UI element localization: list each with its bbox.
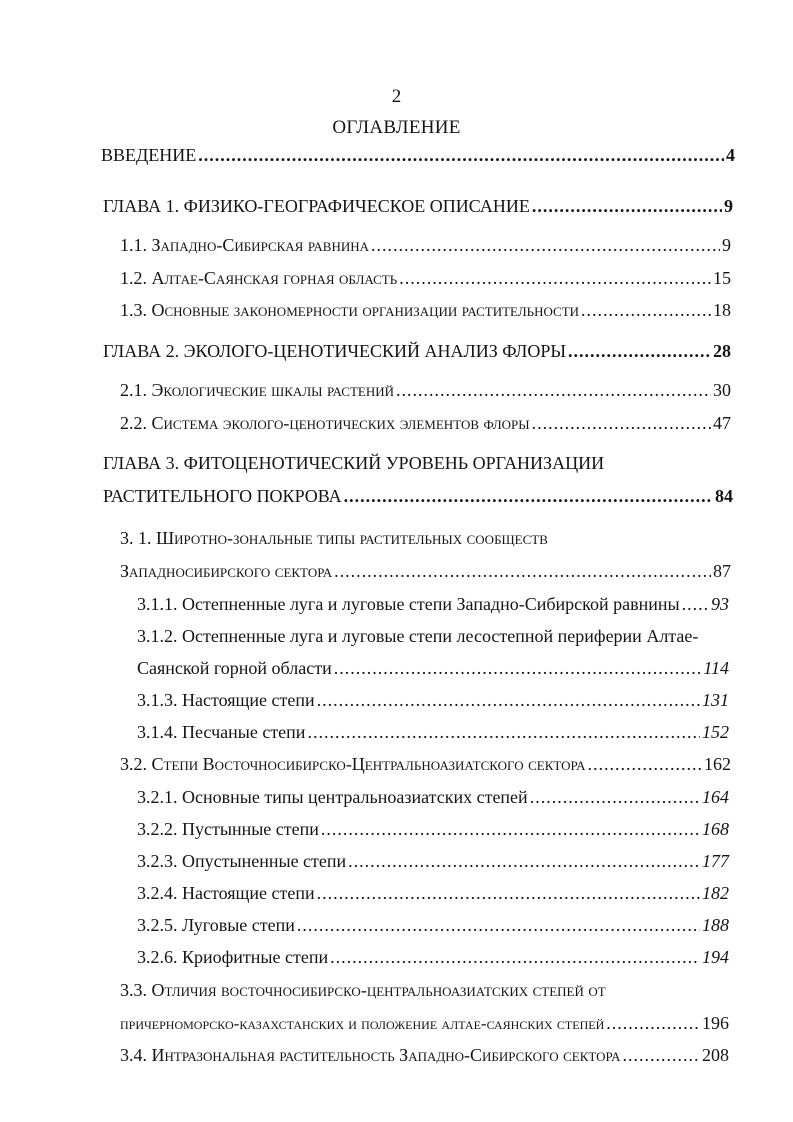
toc-entry-label: Западносибирского сектора [120, 561, 333, 581]
toc-entry-label: 3.1.3. Настоящие степи [137, 690, 315, 710]
toc-entry-introduction[interactable] [101, 145, 735, 169]
toc-entry-3-1-1[interactable] [137, 594, 729, 618]
toc-entry-page: 196 [702, 1013, 729, 1033]
toc-entry-2-2[interactable] [120, 413, 731, 437]
page-number: 2 [391, 86, 402, 107]
toc-leader-dots [371, 235, 720, 256]
toc-entry-page: 30 [713, 380, 731, 400]
toc-leader-dots [344, 486, 713, 507]
toc-entry-1-3[interactable] [120, 300, 731, 324]
toc-entry-label: 3.2.3. Опустыненные степи [137, 851, 347, 871]
toc-title: ОГЛАВЛЕНИЕ [332, 117, 461, 138]
toc-entry-page: 177 [702, 851, 729, 871]
toc-entry-page: 131 [702, 690, 729, 710]
toc-entry-label: 3.2.6. Криофитные степи [137, 947, 329, 967]
toc-entry-1-2[interactable] [120, 268, 731, 292]
toc-entry-page: 9 [722, 235, 731, 255]
toc-entry-chapter-3-line1[interactable]: ГЛАВА 3. ФИТОЦЕНОТИЧЕСКИЙ УРОВЕНЬ ОРГАНИЗАЦИИ [103, 453, 605, 473]
toc-entry-label: 3.2. Степи Восточносибирско-Центральноазиатского сектора [120, 754, 586, 774]
toc-leader-dots [317, 883, 700, 904]
toc-entry-label: 1.1. Западно-Сибирская равнина [120, 235, 370, 255]
toc-entry-page: 208 [702, 1045, 729, 1065]
toc-entry-page: 9 [724, 196, 733, 216]
toc-entry-label: 3.1.4. Песчаные степи [137, 722, 306, 742]
toc-entry-3-3-line1[interactable]: 3.3. Отличия восточносибирско-центральноазиатских степей от [120, 980, 606, 1000]
toc-entry-page: 152 [702, 722, 729, 742]
toc-entry-3-3[interactable] [120, 1013, 729, 1037]
toc-leader-dots [568, 341, 711, 362]
toc-leader-dots [334, 658, 702, 679]
toc-entry-chapter-3[interactable] [103, 486, 733, 510]
toc-entry-page: 87 [713, 561, 731, 581]
toc-leader-dots [606, 1013, 700, 1034]
toc-entry-2-1[interactable] [120, 380, 731, 404]
toc-leader-dots [682, 594, 709, 615]
toc-entry-label: 3.2.4. Настоящие степи [137, 883, 315, 903]
toc-entry-1-1[interactable] [120, 235, 731, 259]
toc-entry-chapter-2[interactable] [103, 341, 731, 365]
toc-entry-label: 3.2.5. Луговые степи [137, 915, 295, 935]
toc-entry-3-2-3[interactable] [137, 851, 729, 875]
toc-leader-dots [348, 851, 700, 872]
toc-leader-dots [297, 915, 700, 936]
toc-entry-label: 3.1.1. Остепненные луга и луговые степи Западно-Сибирской равнины [137, 594, 680, 614]
toc-entry-label: ГЛАВА 2. ЭКОЛОГО-ЦЕНОТИЧЕСКИЙ АНАЛИЗ ФЛОРЫ [103, 341, 567, 361]
toc-entry-page: 164 [702, 787, 729, 807]
toc-entry-3-1[interactable] [120, 561, 731, 585]
toc-leader-dots [532, 196, 722, 217]
toc-entry-3-2-1[interactable] [137, 787, 729, 811]
toc-entry-label: РАСТИТЕЛЬНОГО ПОКРОВА [103, 486, 342, 506]
toc-leader-dots [399, 268, 711, 289]
toc-leader-dots [532, 413, 711, 434]
toc-entry-3-2[interactable] [120, 754, 731, 778]
toc-leader-dots [330, 947, 700, 968]
toc-leader-dots [334, 561, 711, 582]
toc-entry-label: ГЛАВА 1. ФИЗИКО-ГЕОГРАФИЧЕСКОЕ ОПИСАНИЕ [103, 196, 530, 216]
toc-entry-3-2-4[interactable] [137, 883, 729, 907]
toc-entry-label: ВВЕДЕНИЕ [101, 145, 197, 165]
toc-entry-label: Саянской горной области [137, 658, 332, 678]
toc-leader-dots [307, 722, 700, 743]
toc-entry-label: 1.3. Основные закономерности организации растительности [120, 300, 580, 320]
toc-entry-3-1-2-line1[interactable]: 3.1.2. Остепненные луга и луговые степи лесостепной периферии Алтае- [137, 626, 699, 646]
toc-entry-label: 2.2. Система эколого-ценотических элементов флоры [120, 413, 530, 433]
toc-entry-page: 15 [713, 268, 731, 288]
toc-leader-dots [623, 1045, 700, 1066]
toc-entry-3-2-5[interactable] [137, 915, 729, 939]
toc-leader-dots [321, 819, 700, 840]
toc-entry-3-1-line1[interactable]: 3. 1. Широтно-зональные типы растительных сообществ [120, 528, 548, 548]
toc-entry-page: 188 [702, 915, 729, 935]
toc-leader-dots [530, 787, 700, 808]
toc-entry-page: 168 [702, 819, 729, 839]
toc-entry-page: 194 [702, 947, 729, 967]
toc-entry-label: причерноморско-казахстанских и положение алтае-саянских степей [120, 1014, 605, 1033]
toc-entry-chapter-1[interactable] [103, 196, 733, 220]
toc-entry-3-2-2[interactable] [137, 819, 729, 843]
toc-entry-label: 3.2.1. Основные типы центральноазиатских степей [137, 787, 528, 807]
toc-entry-page: 28 [713, 341, 731, 361]
toc-entry-label: 2.1. Экологические шкалы растений [120, 380, 394, 400]
toc-entry-page: 93 [711, 594, 729, 614]
toc-leader-dots [587, 754, 702, 775]
toc-leader-dots [396, 380, 711, 401]
toc-entry-page: 18 [713, 300, 731, 320]
toc-entry-page: 162 [704, 754, 731, 774]
toc-entry-label: 3.4. Интразональная растительность Западно-Сибирского сектора [120, 1045, 621, 1065]
toc-entry-page: 47 [713, 413, 731, 433]
toc-entry-3-1-3[interactable] [137, 690, 729, 714]
toc-entry-3-1-4[interactable] [137, 722, 729, 746]
toc-leader-dots [581, 300, 711, 321]
toc-entry-page: 182 [702, 883, 729, 903]
toc-leader-dots [317, 690, 700, 711]
toc-entry-page: 84 [715, 486, 733, 506]
toc-leader-dots [198, 145, 724, 166]
toc-entry-page: 114 [703, 658, 729, 678]
toc-entry-label: 3.2.2. Пустынные степи [137, 819, 319, 839]
toc-entry-label: 1.2. Алтае-Саянская горная область [120, 268, 398, 288]
toc-entry-3-1-2[interactable] [137, 658, 729, 682]
toc-entry-3-4[interactable] [120, 1045, 729, 1069]
toc-entry-page: 4 [726, 145, 735, 165]
toc-entry-3-2-6[interactable] [137, 947, 729, 971]
